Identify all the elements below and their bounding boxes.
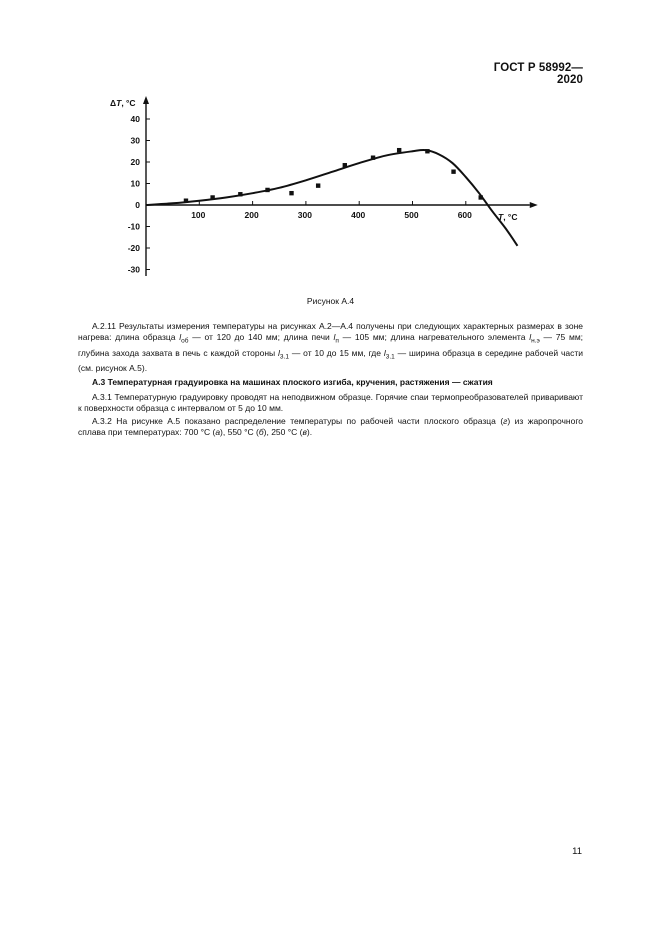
section-a-3-heading-block [78, 377, 583, 388]
y-tick-label: -20 [127, 243, 140, 253]
page-number: 11 [572, 846, 582, 857]
x-axis-label: T, °C [498, 212, 518, 222]
y-axis-label: ΔT, °C [110, 98, 136, 108]
x-tick-label: 400 [351, 210, 366, 220]
y-tick-label: -30 [127, 264, 140, 275]
y-axis-arrow [143, 96, 149, 104]
y-tick-label: 10 [130, 178, 140, 189]
data-point [184, 199, 188, 203]
figure-caption: Рисунок А.4 [306, 296, 355, 306]
data-point [289, 191, 293, 195]
data-point [479, 195, 483, 199]
x-tick-label: 100 [191, 210, 206, 220]
temperature-chart [100, 92, 540, 282]
paragraph-a-2-11: А.2.11 Результаты измерения температуры на рисунках А.2—А.4 получены при следующих характерных размерах в зоне нагрева: длина образца $l_{об}$ — от 120 до 140 мм; длина печи $l_п$ — 105 мм; длина нагревательного элемента $l_{н.э}$ — 75 мм; глубина захода захвата в печь с каждой стороны $l_{3.1}$ — от 10 до 15 мм, где $l_{3.1}$ — ширина образца в середине рабочей части (см. рисунок А.5). [78, 321, 584, 373]
x-tick-label: 300 [297, 210, 312, 220]
fit-curve [146, 150, 518, 246]
y-tick-label: 40 [130, 114, 140, 124]
paragraph-a-3-2: А.3.2 На рисунке А.5 показано распределение температуры по рабочей части плоского образца (г) из жаропрочного сплава при температурах: 700 °С (а), 550 °С (б), 250 °С (в). [78, 416, 583, 438]
data-point [343, 163, 347, 167]
x-tick-label: 600 [457, 210, 472, 220]
data-point [451, 169, 455, 173]
y-tick-label: 20 [130, 157, 140, 167]
y-tick-label: -10 [127, 221, 140, 232]
paragraph-a-3-1: А.3.1 Температурную градуировку проводят на неподвижном образце. Горячие спаи термопреобразователей приваривают к поверхности образца с интервалом от 5 до 10 мм. [78, 392, 583, 414]
x-ticks [191, 201, 472, 220]
data-point [316, 183, 320, 187]
x-axis-arrow [530, 202, 538, 208]
y-tick-label: 0 [135, 200, 140, 210]
data-point [210, 195, 214, 199]
data-point [265, 188, 269, 192]
data-point [425, 149, 429, 153]
x-tick-label: 500 [404, 210, 419, 220]
y-tick-label: 30 [130, 135, 140, 146]
section-heading: А.3 Температурная градуировка на машинах плоского изгиба, кручения, растяжения — сжатия [92, 377, 493, 387]
data-points [184, 148, 483, 203]
x-tick-label: 200 [244, 210, 259, 220]
data-point [238, 192, 242, 196]
data-point [371, 156, 375, 160]
chart-axes [143, 96, 538, 276]
data-point [397, 148, 401, 152]
standard-code: ГОСТ Р 58992—2020 [493, 62, 583, 86]
